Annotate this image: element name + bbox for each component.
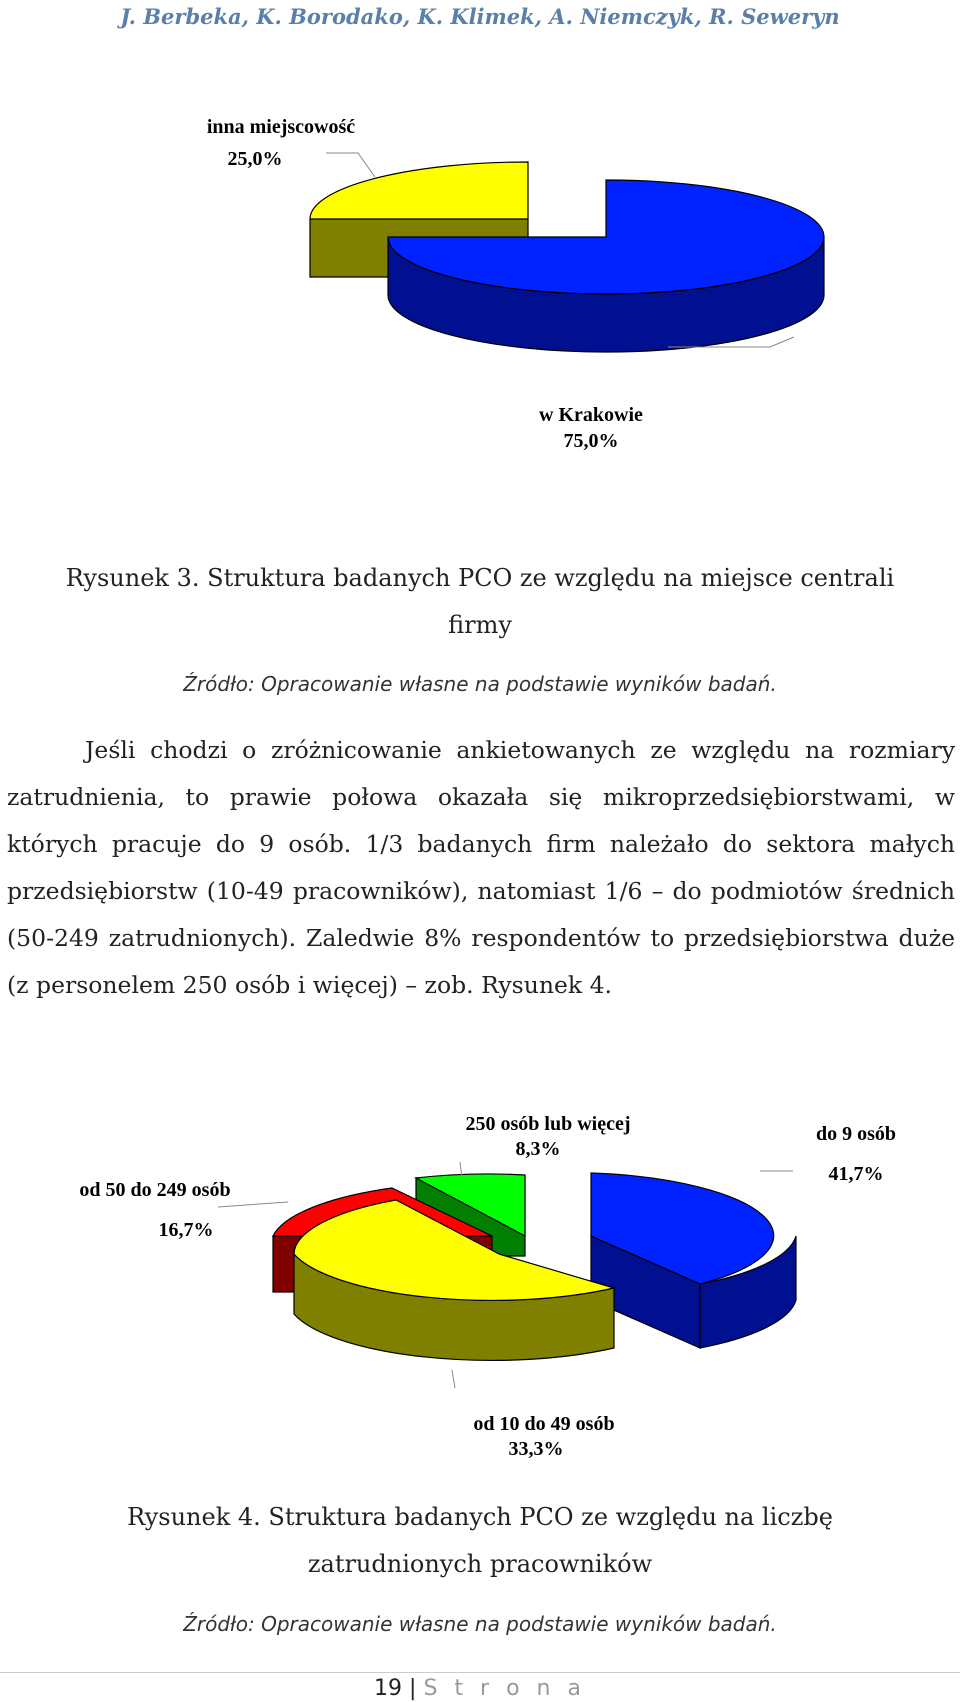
value-10-49: 33,3%	[508, 1438, 564, 1460]
slice-inna-miejscowosc	[310, 162, 528, 219]
footer-divider	[0, 1672, 960, 1673]
leader-line-10-49	[452, 1370, 455, 1388]
label-w-krakowie: w Krakowie	[539, 404, 643, 426]
label-inna-miejscowosc: inna miejscowość	[206, 116, 356, 138]
paragraph-text: Jeśli chodzi o zróżnicowanie ankietowanych ze względu na rozmiary zatrudnienia, to prawie połowa okazała się mikroprzedsiębiorstwami, w których pracuje do 9 osób. 1/3 badanych firm należało do sektora małych przedsiębiorstw (10-49 pracowników), natomiast 1/6 – do podmiotów średnich (50-249 zatrudnionych). Zaledwie 8% respondentów to przedsiębiorstwa duże (z personelem 250 osób i więcej) – zob. Rysunek 4.	[7, 736, 955, 999]
page-word: S t r o n a	[423, 1676, 586, 1701]
figure3-chart	[0, 95, 960, 565]
figure3-caption: Rysunek 3. Struktura badanych PCO ze względu na miejsce centrali firmy	[65, 564, 895, 639]
figure4-caption: Rysunek 4. Struktura badanych PCO ze względu na liczbę zatrudnionych pracowników	[127, 1503, 833, 1578]
value-50-249: 16,7%	[158, 1219, 214, 1241]
leader-line-inna	[326, 153, 375, 177]
value-w-krakowie: 75,0%	[563, 430, 619, 452]
footer-separator: |	[409, 1676, 417, 1701]
figure4-source: Źródło: Opracowanie własne na podstawie wyników badań.	[183, 1612, 777, 1636]
label-do-9: do 9 osób	[815, 1123, 897, 1145]
leader-line-50-249	[218, 1202, 288, 1207]
label-10-49: od 10 do 49 osób	[473, 1413, 615, 1435]
page-number: 19	[374, 1676, 403, 1701]
label-50-249: od 50 do 249 osób	[79, 1179, 231, 1201]
page-footer	[0, 1676, 960, 1701]
figure4-slices	[273, 1173, 796, 1360]
label-250-plus: 250 osób lub więcej	[465, 1113, 631, 1135]
figure3-source: Źródło: Opracowanie własne na podstawie wyników badań.	[183, 672, 777, 696]
running-header: J. Berbeka, K. Borodako, K. Klimek, A. Niemczyk, R. Seweryn	[120, 4, 840, 29]
value-do-9: 41,7%	[828, 1163, 884, 1185]
value-250-plus: 8,3%	[515, 1138, 561, 1160]
figure4-chart	[0, 1100, 960, 1480]
figure3-slices	[310, 162, 824, 352]
value-inna-miejscowosc: 25,0%	[227, 148, 283, 170]
body-paragraph	[7, 727, 955, 1009]
